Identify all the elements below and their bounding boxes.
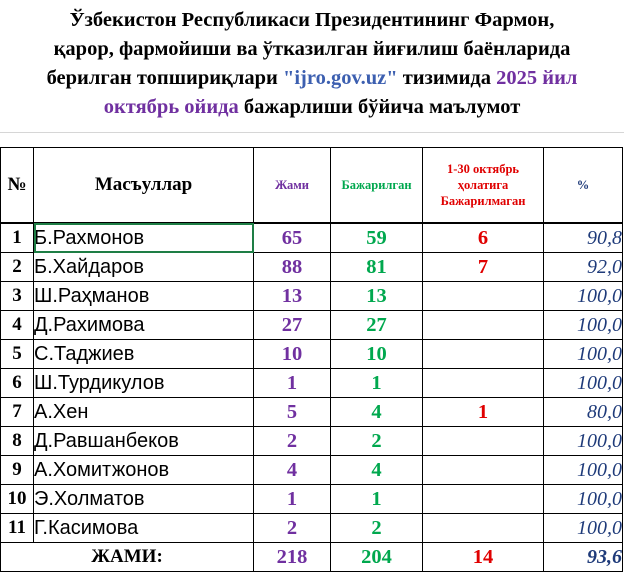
title-line-1: Ўзбекистон Республикаси Президентининг Фармон, <box>69 9 555 31</box>
row-number: 10 <box>1 485 34 514</box>
table-row <box>1 398 623 427</box>
totals-done: 204 <box>331 543 423 572</box>
title-line-2: қарор, фармойиши ва ўтказилган йиғилиш баёнларида <box>53 38 571 60</box>
total-count: 5 <box>254 398 331 427</box>
responsible-name: А.Хен <box>34 398 254 427</box>
percent-value: 100,0 <box>544 311 623 340</box>
responsible-name: Э.Холматов <box>34 485 254 514</box>
percent-value: 100,0 <box>544 456 623 485</box>
column-header-responsible: Масъуллар <box>34 148 254 224</box>
total-count: 2 <box>254 514 331 543</box>
report-month: октябрь ойида <box>103 96 239 118</box>
row-number: 7 <box>1 398 34 427</box>
table-row <box>1 427 623 456</box>
not-done-count <box>423 485 544 514</box>
done-count: 2 <box>331 427 423 456</box>
totals-total: 218 <box>254 543 331 572</box>
row-number: 6 <box>1 369 34 398</box>
done-count: 4 <box>331 456 423 485</box>
title-line-3-middle: тизимида <box>397 67 497 89</box>
done-count: 59 <box>331 223 423 253</box>
percent-value: 80,0 <box>544 398 623 427</box>
not-done-count: 1 <box>423 398 544 427</box>
row-number: 1 <box>1 223 34 253</box>
done-count: 1 <box>331 369 423 398</box>
not-done-count: 7 <box>423 253 544 282</box>
done-count: 81 <box>331 253 423 282</box>
not-done-header-line-2: ҳолатига <box>457 178 509 192</box>
totals-not-done: 14 <box>423 543 544 572</box>
not-done-count <box>423 282 544 311</box>
done-count: 1 <box>331 485 423 514</box>
responsible-name: Д.Рахимова <box>34 311 254 340</box>
percent-value: 100,0 <box>544 282 623 311</box>
total-count: 27 <box>254 311 331 340</box>
total-count: 88 <box>254 253 331 282</box>
total-count: 1 <box>254 369 331 398</box>
percent-value: 100,0 <box>544 340 623 369</box>
not-done-header-line-1: 1-30 октябрь <box>446 162 520 176</box>
column-header-not-done <box>423 148 544 224</box>
percent-value: 100,0 <box>544 369 623 398</box>
not-done-count <box>423 311 544 340</box>
report-title <box>0 6 624 122</box>
responsible-name: Г.Касимова <box>34 514 254 543</box>
row-number: 4 <box>1 311 34 340</box>
column-header-number: № <box>1 148 34 224</box>
responsible-name: Ш.Турдикулов <box>34 369 254 398</box>
done-count: 13 <box>331 282 423 311</box>
percent-value: 100,0 <box>544 485 623 514</box>
percent-value: 92,0 <box>544 253 623 282</box>
title-line-3-start: берилган топшириқлари <box>46 67 283 89</box>
title-line-4 <box>0 93 624 122</box>
total-count: 4 <box>254 456 331 485</box>
row-number: 5 <box>1 340 34 369</box>
totals-row <box>1 543 623 572</box>
percent-value: 90,8 <box>544 223 623 253</box>
responsible-name: Б.Хайдаров <box>34 253 254 282</box>
responsible-name[interactable]: Б.Рахмонов <box>34 223 254 253</box>
divider <box>0 132 624 133</box>
table-row <box>1 485 623 514</box>
totals-label: ЖАМИ: <box>1 543 254 572</box>
not-done-count <box>423 340 544 369</box>
table-row <box>1 340 623 369</box>
total-count: 1 <box>254 485 331 514</box>
not-done-count <box>423 369 544 398</box>
percent-value: 100,0 <box>544 514 623 543</box>
row-number: 9 <box>1 456 34 485</box>
done-count: 4 <box>331 398 423 427</box>
not-done-count: 6 <box>423 223 544 253</box>
not-done-header-line-3: Бажарилмаган <box>440 194 526 208</box>
results-table <box>0 147 623 572</box>
done-count: 2 <box>331 514 423 543</box>
not-done-count <box>423 456 544 485</box>
column-header-total: Жами <box>254 148 331 224</box>
totals-percent: 93,6 <box>544 543 623 572</box>
row-number: 3 <box>1 282 34 311</box>
table-row <box>1 311 623 340</box>
percent-value: 100,0 <box>544 427 623 456</box>
row-number: 8 <box>1 427 34 456</box>
table-row <box>1 253 623 282</box>
row-number: 11 <box>1 514 34 543</box>
responsible-name: С.Таджиев <box>34 340 254 369</box>
table-row <box>1 223 623 253</box>
title-line-4-rest: бажарлиши бўйича маълумот <box>238 96 521 118</box>
table-row <box>1 369 623 398</box>
table-header-row <box>1 148 623 224</box>
responsible-name: А.Хомитжонов <box>34 456 254 485</box>
table-row <box>1 456 623 485</box>
total-count: 65 <box>254 223 331 253</box>
column-header-percent: % <box>544 148 623 224</box>
table-row <box>1 514 623 543</box>
not-done-count <box>423 427 544 456</box>
not-done-count <box>423 514 544 543</box>
table-row <box>1 282 623 311</box>
responsible-name: Д.Равшанбеков <box>34 427 254 456</box>
title-line-3 <box>0 64 624 93</box>
responsible-name: Ш.Раҳманов <box>34 282 254 311</box>
row-number: 2 <box>1 253 34 282</box>
done-count: 27 <box>331 311 423 340</box>
done-count: 10 <box>331 340 423 369</box>
report-year: 2025 йил <box>496 67 578 89</box>
total-count: 13 <box>254 282 331 311</box>
total-count: 2 <box>254 427 331 456</box>
total-count: 10 <box>254 340 331 369</box>
column-header-done: Бажарилган <box>331 148 423 224</box>
site-name: "ijro.gov.uz" <box>282 67 398 89</box>
